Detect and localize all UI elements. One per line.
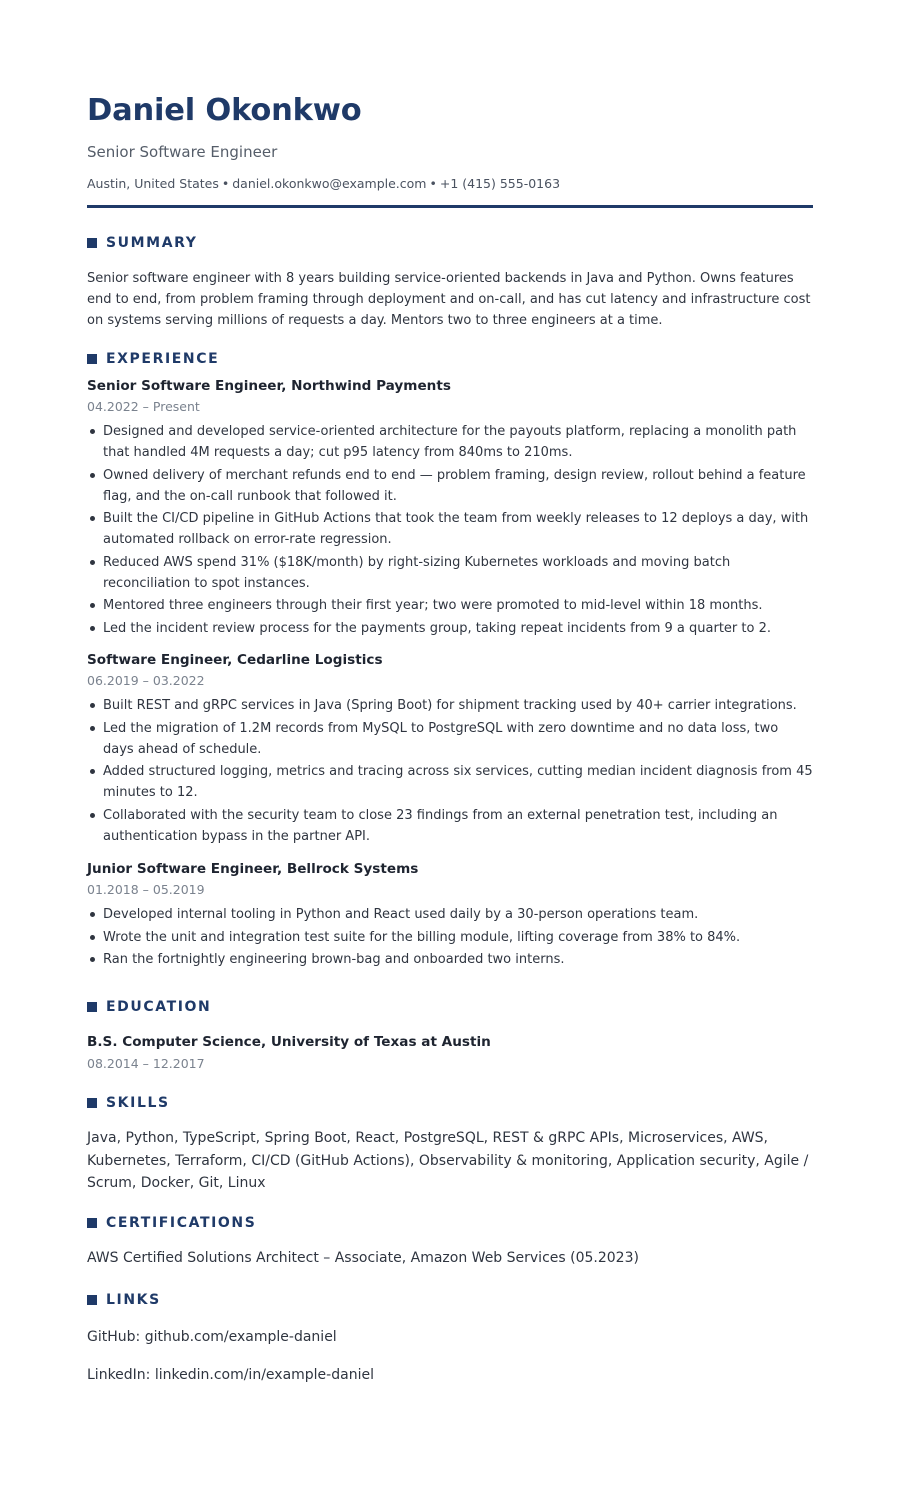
list-item: Developed internal tooling in Python and React used daily by a 30-person operations team.	[87, 904, 813, 925]
list-item: Collaborated with the security team to close 23 findings from an external penetration test, including an authentication bypass in the partner API.	[87, 805, 813, 847]
section-marker-icon	[87, 1098, 97, 1108]
section-marker-icon	[87, 354, 97, 364]
list-item: Designed and developed service-oriented architecture for the payouts platform, replacing a monolith path that handled 4M requests a day; cut p95 latency from 840ms to 210ms.	[87, 421, 813, 463]
candidate-name: Daniel Okonkwo	[87, 93, 362, 128]
experience-entry	[87, 860, 813, 972]
header-divider	[87, 205, 813, 208]
link-label: LinkedIn:	[87, 1367, 151, 1383]
candidate-headline: Senior Software Engineer	[87, 143, 278, 161]
link-linkedin[interactable]	[87, 1365, 813, 1385]
link-url[interactable]: linkedin.com/in/example-daniel	[154, 1367, 374, 1383]
section-heading-summary	[87, 234, 813, 252]
contact-email[interactable]: daniel.okonkwo@example.com	[232, 176, 427, 191]
certification-item: AWS Certified Solutions Architect – Associate, Amazon Web Services (05.2023)	[87, 1250, 639, 1266]
section-marker-icon	[87, 238, 97, 248]
link-url[interactable]: github.com/example-daniel	[144, 1329, 337, 1345]
list-item: Added structured logging, metrics and tracing across six services, cutting median incident diagnosis from 45 minutes to 12.	[87, 761, 813, 803]
skills-section	[87, 1094, 813, 1195]
job-dates: 06.2019 – 03.2022	[87, 673, 205, 688]
job-bullets	[87, 695, 813, 847]
job-bullets	[87, 421, 813, 639]
contact-separator: •	[429, 176, 437, 191]
degree-title: B.S. Computer Science, University of Texas at Austin	[87, 1034, 491, 1050]
contact-separator: •	[221, 176, 230, 191]
summary-text: Senior software engineer with 8 years building service-oriented backends in Java and Python. Owns features end to end, from problem framing through deployment and on-call, and has cut latency and infrastructure cost on systems serving millions of requests a day. Mentors two to three engineers at a time.	[87, 271, 811, 328]
link-github[interactable]	[87, 1327, 813, 1347]
contact-phone[interactable]: +1 (415) 555-0163	[439, 176, 561, 191]
education-section	[87, 998, 813, 1072]
section-heading-experience	[87, 350, 813, 368]
job-title: Junior Software Engineer, Bellrock Systems	[87, 861, 419, 877]
education-dates: 08.2014 – 12.2017	[87, 1056, 205, 1071]
certifications-section	[87, 1214, 813, 1268]
job-dates: 04.2022 – Present	[87, 399, 200, 414]
experience-section	[87, 350, 813, 967]
list-item: Ran the fortnightly engineering brown-bag and onboarded two interns.	[87, 949, 813, 970]
section-marker-icon	[87, 1002, 97, 1012]
job-bullets	[87, 904, 813, 970]
education-entry	[87, 1033, 813, 1072]
list-item: Mentored three engineers through their first year; two were promoted to mid-level within 18 months.	[87, 595, 813, 616]
list-item: Reduced AWS spend 31% ($18K/month) by right-sizing Kubernetes workloads and moving batch reconciliation to spot instances.	[87, 552, 813, 594]
section-heading-label: EDUCATION	[106, 999, 212, 1015]
job-title: Senior Software Engineer, Northwind Payments	[87, 378, 451, 394]
experience-entry	[87, 651, 813, 848]
summary-section	[87, 234, 813, 331]
link-label: GitHub:	[87, 1329, 141, 1345]
list-item: Built the CI/CD pipeline in GitHub Actions that took the team from weekly releases to 12 deploys a day, with automated rollback on error-rate regression.	[87, 508, 813, 550]
job-title: Software Engineer, Cedarline Logistics	[87, 652, 383, 668]
section-heading-education	[87, 998, 813, 1016]
section-heading-certifications	[87, 1214, 813, 1232]
list-item: Owned delivery of merchant refunds end to end — problem framing, design review, rollout behind a feature flag, and the on-call runbook that followed it.	[87, 465, 813, 507]
section-marker-icon	[87, 1295, 97, 1305]
links-section	[87, 1291, 813, 1385]
section-heading-links	[87, 1291, 813, 1309]
resume-content	[87, 92, 813, 1383]
section-heading-label: CERTIFICATIONS	[106, 1215, 257, 1231]
section-heading-label: EXPERIENCE	[106, 351, 220, 367]
job-dates: 01.2018 – 05.2019	[87, 882, 205, 897]
section-heading-label: SKILLS	[106, 1095, 170, 1111]
list-item: Built REST and gRPC services in Java (Spring Boot) for shipment tracking used by 40+ carrier integrations.	[87, 695, 813, 716]
list-item: Wrote the unit and integration test suite for the billing module, lifting coverage from 38% to 84%.	[87, 927, 813, 948]
contact-line	[87, 175, 813, 192]
section-heading-skills	[87, 1094, 813, 1112]
list-item: Led the migration of 1.2M records from MySQL to PostgreSQL with zero downtime and no data loss, two days ahead of schedule.	[87, 718, 813, 760]
contact-location: Austin, United States	[87, 176, 219, 191]
section-heading-label: SUMMARY	[106, 235, 198, 251]
experience-entry	[87, 377, 813, 640]
skills-list: Java, Python, TypeScript, Spring Boot, React, PostgreSQL, REST & gRPC APIs, Microservices, AWS, Kubernetes, Terraform, CI/CD (GitHub Actions), Observability & monitoring, Application security, Agile / Scrum, Docker, Git, Linux	[87, 1130, 809, 1191]
list-item: Led the incident review process for the payments group, taking repeat incidents from 9 a quarter to 2.	[87, 618, 813, 639]
section-heading-label: LINKS	[106, 1292, 161, 1308]
section-marker-icon	[87, 1218, 97, 1228]
